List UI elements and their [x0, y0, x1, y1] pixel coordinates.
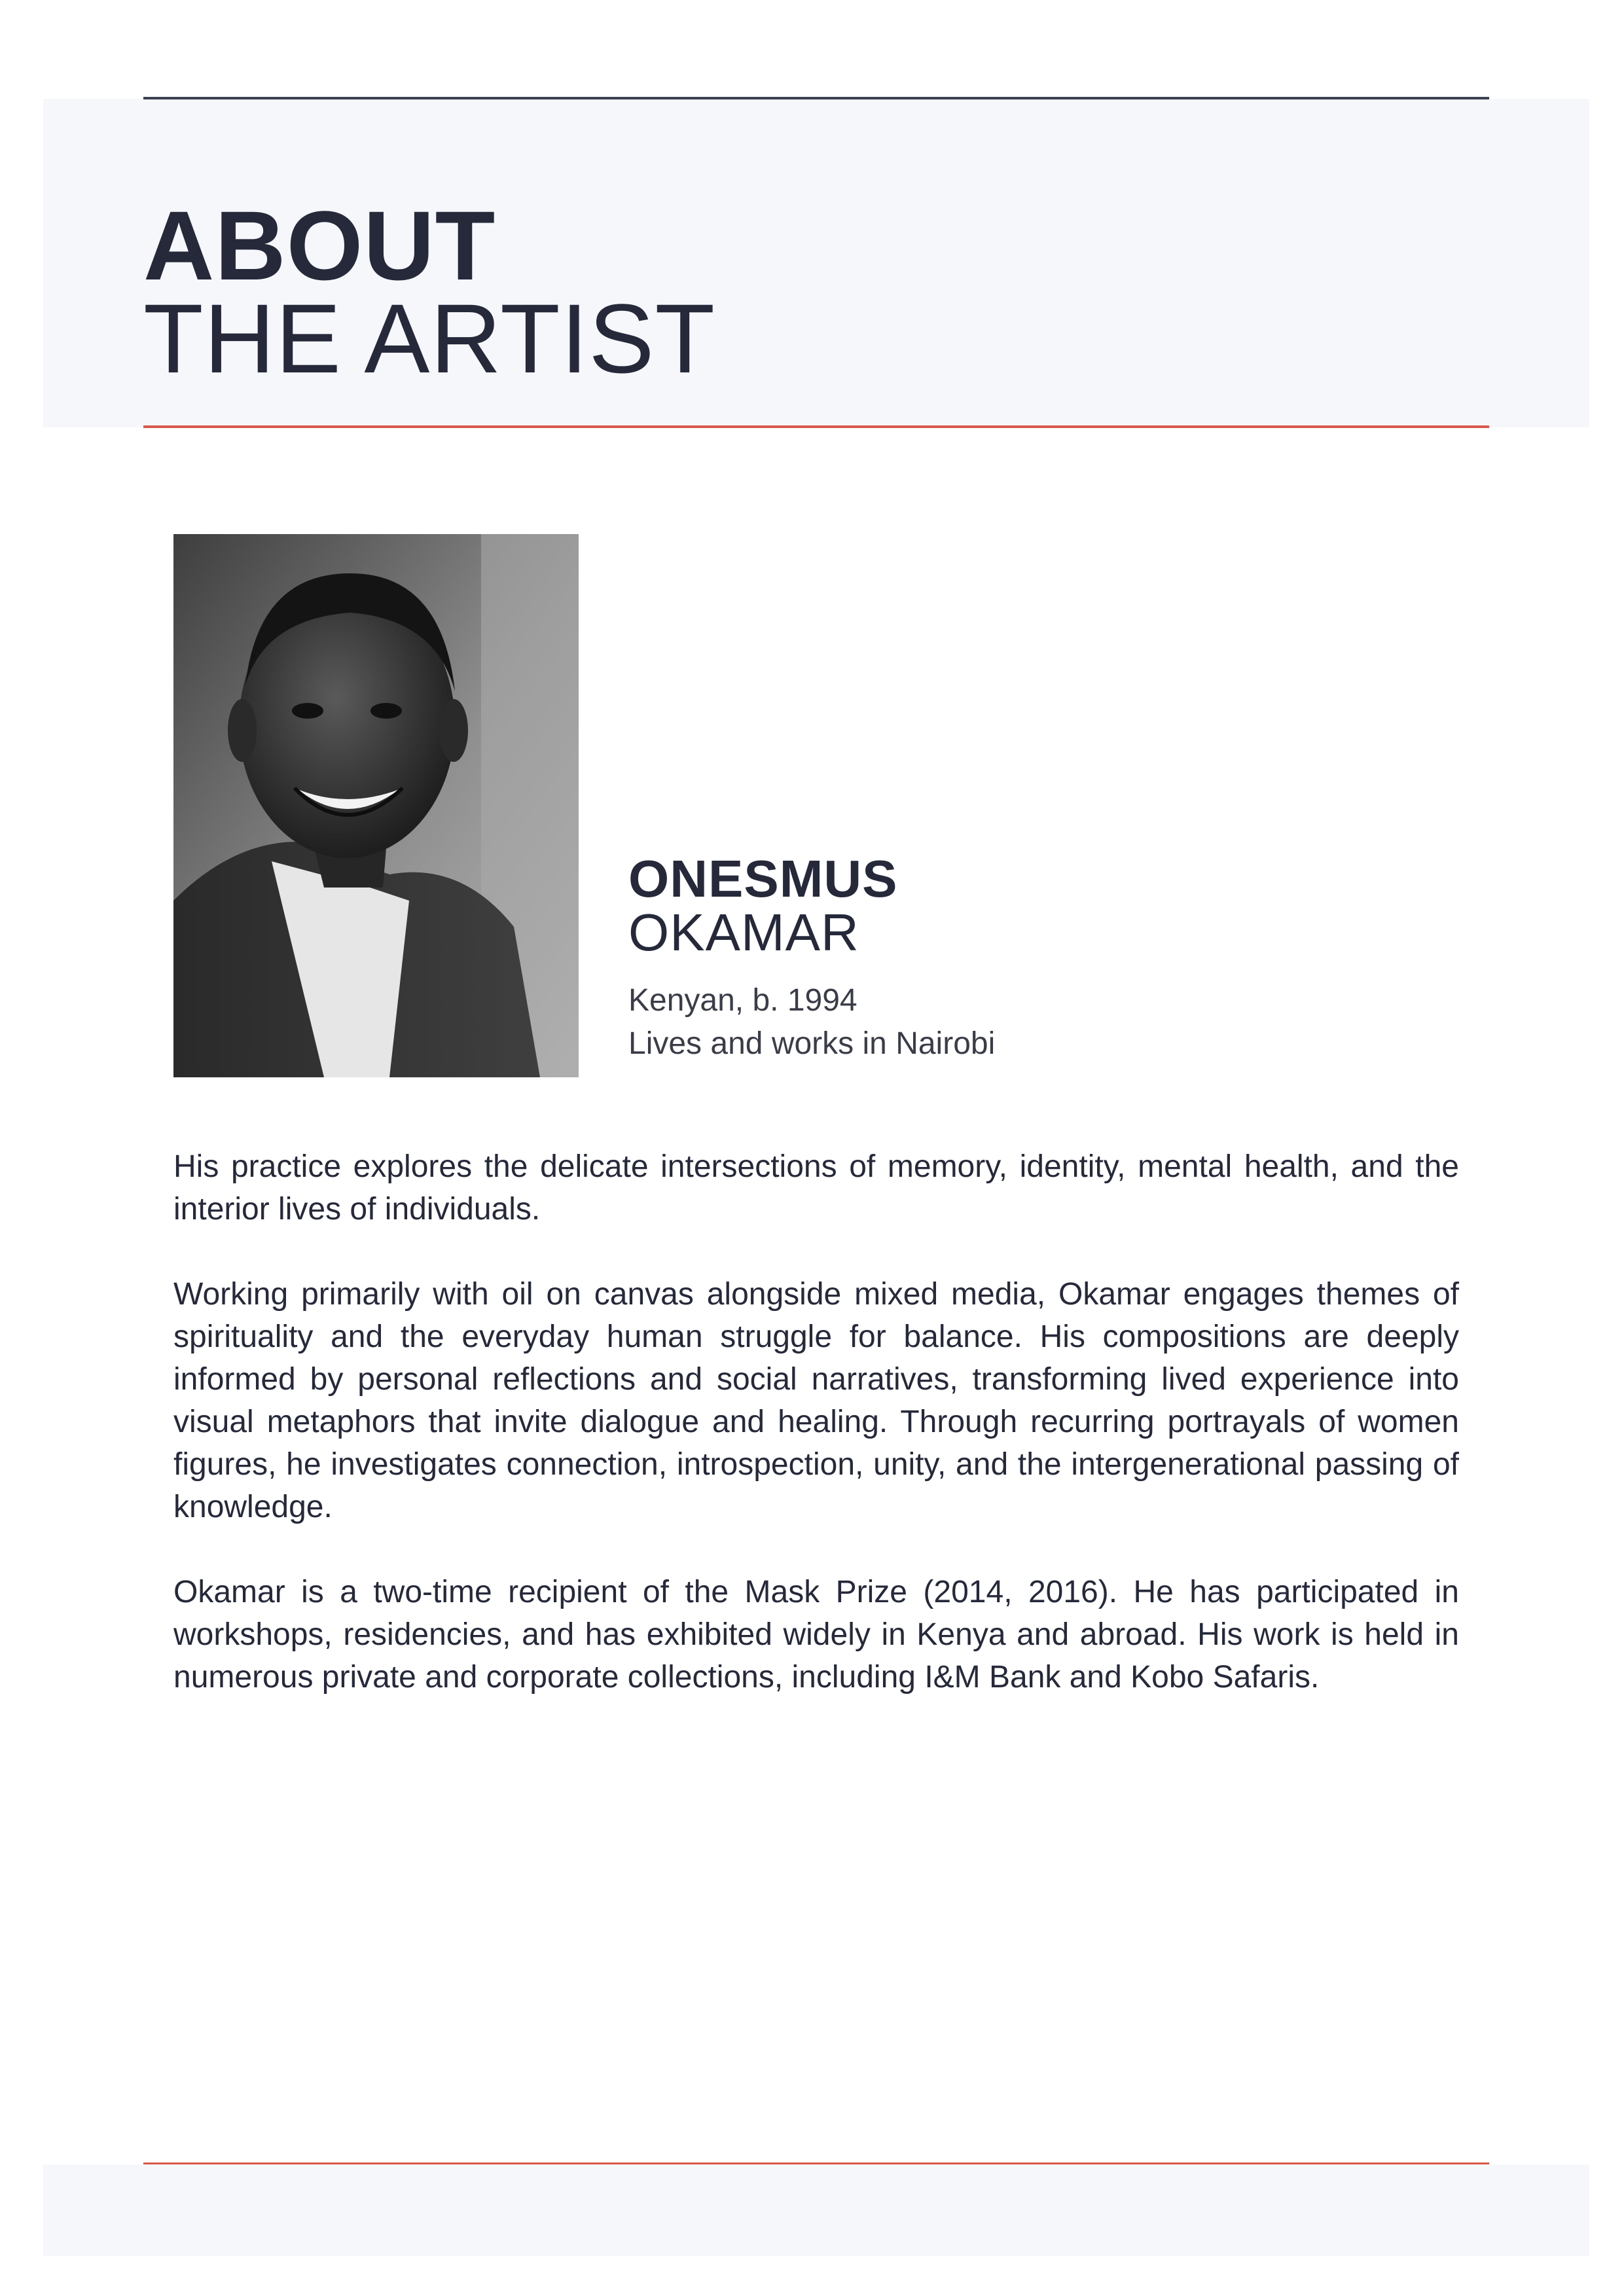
bio-paragraph: His practice explores the delicate intersections of memory, identity, mental health, and the interior lives of individuals. [173, 1149, 1459, 1227]
artist-portrait [173, 534, 579, 1077]
artist-last-name: OKAMAR [628, 903, 859, 961]
header-divider [143, 425, 1489, 428]
bio-paragraph: Okamar is a two-time recipient of the Mask Prize (2014, 2016). He has participated in workshops, residencies, and has exhibited widely in Kenya and abroad. His work is held in numerous private and corporate collections, including I&M Bank and Kobo Safaris. [173, 1575, 1459, 1695]
artist-first-name: ONESMUS [628, 850, 898, 908]
artist-biography [173, 1145, 1459, 1741]
artist-nationality: Kenyan, b. 1994 [628, 983, 857, 1018]
title-light: THE ARTIST [143, 283, 716, 393]
page-title [143, 190, 716, 393]
top-divider [143, 97, 1489, 99]
portrait-photo [173, 534, 579, 1077]
title-strong: ABOUT [143, 190, 496, 300]
artist-name-block [628, 852, 995, 1066]
bio-paragraph: Working primarily with oil on canvas alongside mixed media, Okamar engages themes of spirituality and the everyday human struggle for balance. His compositions are deeply informed by personal reflections and social narratives, transforming lived experience into visual metaphors that invite dialogue and healing. Through recurring portrayals of women figures, he investigates connection, introspection, unity, and the intergenerational passing of knowledge. [173, 1277, 1459, 1524]
footer-band [43, 2164, 1589, 2256]
artist-location: Lives and works in Nairobi [628, 1026, 996, 1061]
